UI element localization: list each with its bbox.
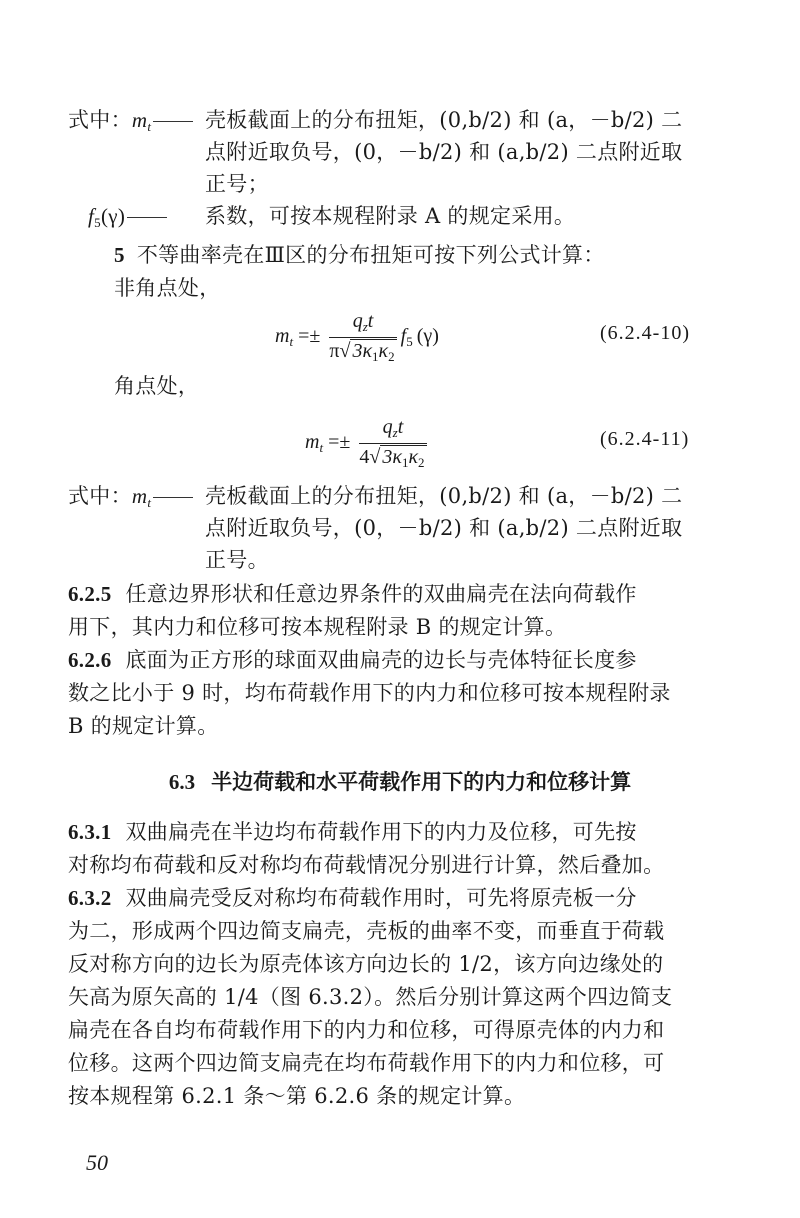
symbol-mt: m (131, 484, 148, 508)
num-q: q (382, 416, 393, 438)
fraction (329, 310, 396, 365)
where-label-2 (68, 484, 195, 515)
equation-number-10: (6.2.4-10) (600, 322, 690, 344)
rad-a: 3κ (352, 340, 373, 362)
clause-text: 底面为正方形的球面双曲扁壳的边长与壳体特征长度参 (125, 648, 637, 672)
equation-number-11: (6.2.4-11) (600, 428, 690, 450)
def2-mt-line-2: 点附近取负号，(0，－b/2) 和 (a,b/2) 二点附近取 (205, 516, 683, 540)
formula-6-2-4-10 (275, 310, 439, 365)
clause-6-2-6-line-1 (68, 648, 637, 672)
suffix-arg: (γ) (416, 325, 439, 348)
formula-6-2-4-11 (305, 416, 431, 471)
def-mt-line-2: 点附近取负号，(0，－b/2) 和 (a,b/2) 二点附近取 (205, 140, 683, 164)
def-mt-line-1: 壳板截面上的分布扭矩，(0,b/2) 和 (a，－b/2) 二 (205, 108, 683, 132)
clause-number: 6.3.2 (68, 886, 112, 910)
item-number: 5 (114, 243, 125, 267)
denominator (359, 444, 426, 471)
non-corner-label: 非角点处， (114, 276, 221, 300)
symbol-f-arg: (γ) (100, 204, 126, 228)
em-dash (153, 121, 193, 122)
eq-sign: =± (298, 325, 321, 348)
clause-6-3-2-line-3: 反对称方向的边长为原壳体该方向边长的 1/2，该方向边缘处的 (68, 952, 664, 976)
clause-6-3-2-line-5: 扁壳在各自均布荷载作用下的内力和位移，可得原壳体的内力和 (68, 1018, 665, 1042)
clause-text: 双曲扁壳受反对称均布荷载作用时，可先将原壳板一分 (125, 886, 637, 910)
num-q: q (352, 310, 363, 332)
rad-sub1: 1 (372, 349, 379, 364)
rad-sub2: 2 (388, 349, 395, 364)
lhs-sub: t (289, 334, 294, 350)
den-prefix: 4 (359, 446, 370, 468)
def-f5: 系数，可按本规程附录 A 的规定采用。 (205, 204, 576, 228)
clause-6-3-2-line-2: 为二，形成两个四边简支扁壳，壳板的曲率不变，而垂直于荷载 (68, 919, 665, 943)
def2-mt-line-3: 正号。 (205, 548, 269, 572)
where-lead: 式中： (68, 484, 132, 508)
eq-sign: =± (328, 431, 351, 454)
rad-a: 3κ (382, 446, 402, 468)
suffix-sub: 5 (406, 334, 413, 350)
em-dash (127, 217, 167, 218)
rad-sub2: 2 (418, 455, 425, 470)
denominator (329, 338, 396, 365)
den-prefix: π (329, 340, 340, 362)
sqrt: √ $3\kappa_1\kappa_2$ (339, 340, 395, 364)
rad-sub1: 1 (401, 455, 409, 470)
page-number: 50 (86, 1150, 108, 1175)
suffix-f: f (400, 325, 407, 348)
clause-6-2-6-line-3: B 的规定计算。 (68, 714, 219, 738)
where-label-1 (68, 108, 195, 139)
def-mt-line-3: 正号； (205, 172, 269, 196)
lhs: m (275, 325, 290, 348)
section-title: 半边荷载和水平荷载作用下的内力和位移计算 (211, 769, 632, 794)
section-number: 6.3 (168, 770, 196, 794)
clause-6-2-6-line-2: 数之比小于 9 时，均布荷载作用下的内力和位移可按本规程附录 (68, 681, 671, 705)
section-heading-6-3 (0, 766, 800, 796)
clause-6-2-5-line-2: 用下，其内力和位移可按本规程附录 B 的规定计算。 (68, 615, 567, 639)
sqrt: √ $3\kappa_1\kappa_2$ (369, 446, 425, 470)
def2-mt-line-1: 壳板截面上的分布扭矩，(0,b/2) 和 (a，－b/2) 二 (205, 484, 683, 508)
item-text: 不等曲率壳在Ⅲ区的分布扭矩可按下列公式计算： (136, 243, 605, 267)
em-dash (153, 497, 193, 498)
clause-number: 6.3.1 (68, 820, 112, 844)
numerator (359, 416, 426, 444)
radicand (350, 339, 396, 362)
rad-b: κ (378, 340, 389, 362)
clause-number: 6.2.6 (68, 648, 112, 672)
num-sub: z (392, 425, 398, 440)
clause-6-3-1-line-2: 对称均布荷载和反对称均布荷载情况分别进行计算，然后叠加。 (68, 853, 665, 877)
clause-6-3-2-line-4: 矢高为原矢高的 1/4（图 6.3.2）。然后分别计算这两个四边简支 (68, 985, 673, 1009)
rad-b: κ (408, 446, 419, 468)
symbol-mt-sub: t (147, 495, 152, 510)
clause-6-2-5-line-1 (68, 582, 637, 606)
symbol-f: f (88, 204, 95, 228)
symbol-f-sub: 5 (94, 215, 101, 230)
clause-6-3-2-line-1 (68, 886, 637, 910)
radicand (380, 445, 426, 468)
clause-text: 双曲扁壳在半边均布荷载作用下的内力及位移，可先按 (125, 820, 637, 844)
where-lead: 式中： (68, 108, 132, 132)
symbol-mt-sub: t (147, 119, 152, 134)
num-t: t (367, 310, 374, 332)
clause-text: 任意边界形状和任意边界条件的双曲扁壳在法向荷载作 (125, 582, 637, 606)
lhs-sub: t (319, 440, 324, 456)
clause-number: 6.2.5 (68, 582, 112, 606)
item-5 (114, 243, 605, 267)
clause-6-3-1-line-1 (68, 820, 637, 844)
num-sub: z (362, 319, 368, 334)
clause-6-3-2-line-7: 按本规程第 6.2.1 条～第 6.2.6 条的规定计算。 (68, 1084, 526, 1108)
numerator (329, 310, 396, 338)
where-f5-label (88, 204, 169, 235)
corner-label: 角点处， (114, 374, 200, 398)
fraction (359, 416, 426, 471)
num-t: t (397, 416, 404, 438)
lhs: m (305, 431, 320, 454)
clause-6-3-2-line-6: 位移。这两个四边简支扁壳在均布荷载作用下的内力和位移，可 (68, 1051, 665, 1075)
symbol-mt: m (131, 108, 148, 132)
